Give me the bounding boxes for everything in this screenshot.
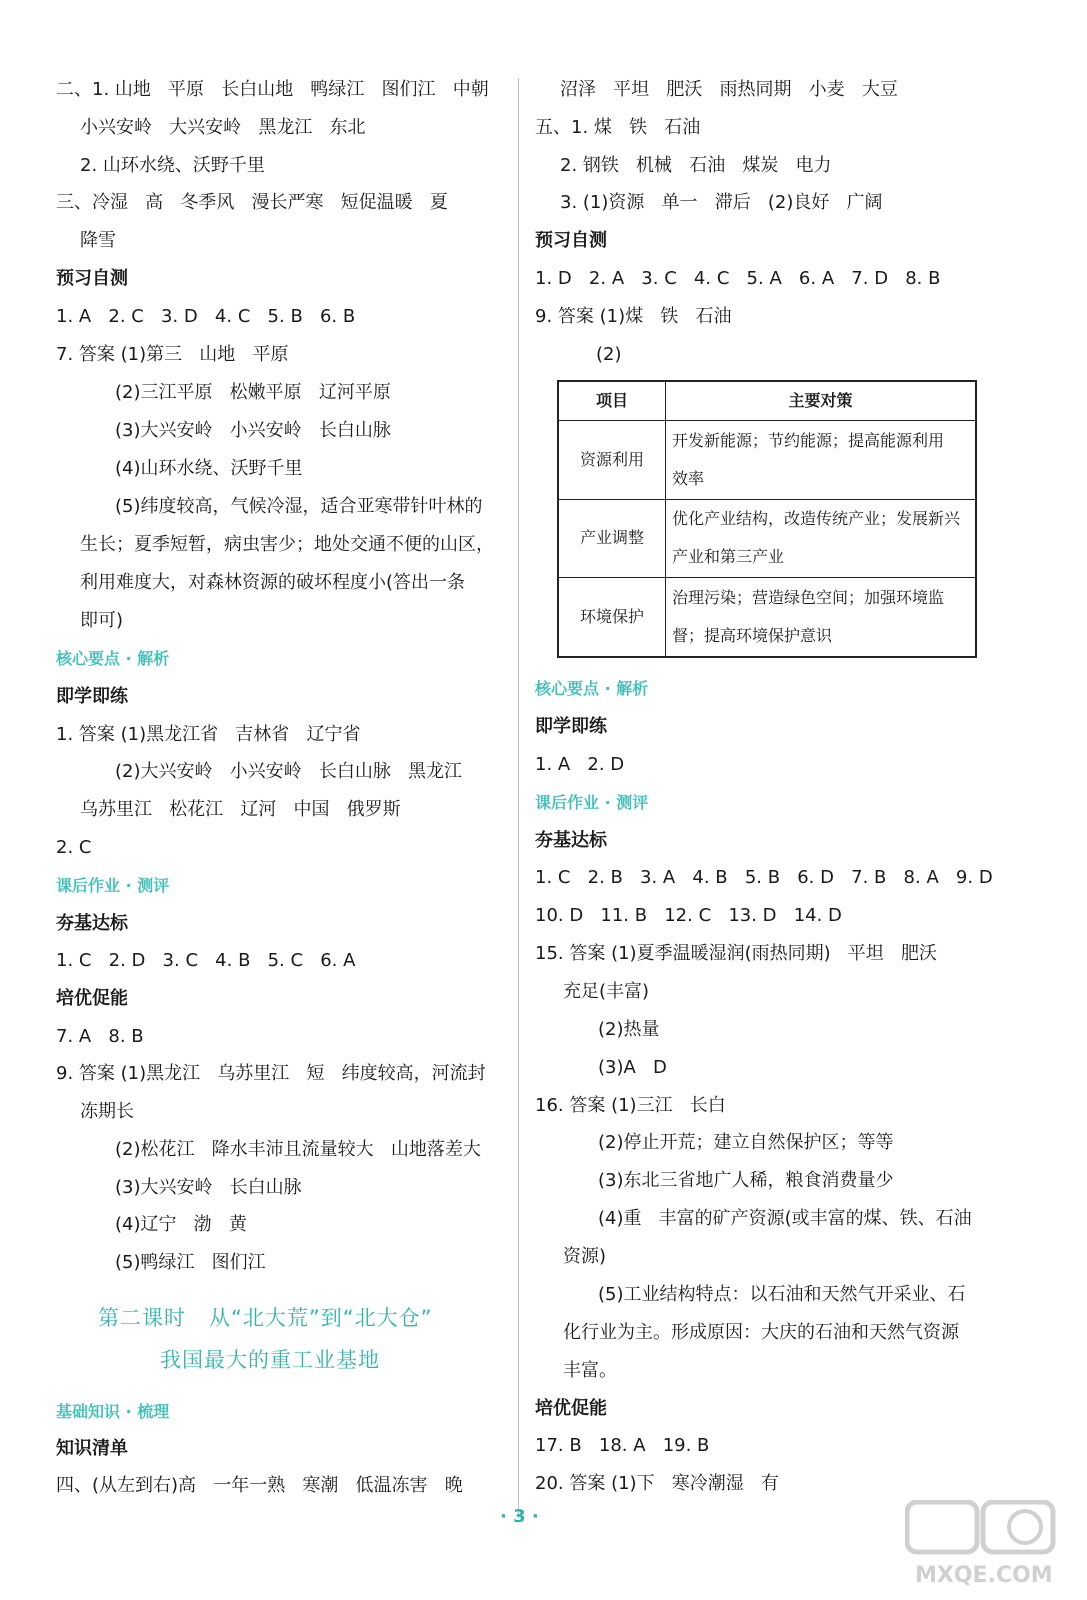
answer-line: 16. 答案 (1)三江 长白: [535, 1095, 726, 1116]
answer-line: (3)大兴安岭 小兴安岭 长白山脉: [115, 420, 391, 441]
subheading: 预习自测: [535, 230, 607, 251]
column-divider: [518, 78, 519, 1518]
answer-line: 1. A 2. D: [535, 754, 625, 775]
answer-line: (3)东北三省地广人稀，粮食消费量少: [598, 1170, 894, 1191]
answer-line: 20. 答案 (1)下 寒冷潮湿 有: [535, 1473, 779, 1494]
answer-line: 1. 答案 (1)黑龙江省 吉林省 辽宁省: [56, 724, 361, 745]
table-cell: 产业调整: [558, 499, 666, 578]
answer-line: 化行业为主。形成原因：大庆的石油和天然气资源: [563, 1322, 959, 1343]
answer-line: 冻期长: [80, 1101, 134, 1122]
answer-line: 资源): [563, 1246, 607, 1267]
answer-line: 四、(从左到右)高 一年一熟 寒潮 低温冻害 晚: [56, 1475, 463, 1496]
answer-line: 1. C 2. B 3. A 4. B 5. B 6. D 7. B 8. A 9. D: [535, 867, 993, 888]
cell-text: 产业和第三产业: [672, 547, 785, 567]
subheading: 培优促能: [535, 1398, 607, 1419]
table-cell: [666, 499, 977, 578]
answer-line: 沼泽 平坦 肥沃 雨热同期 小麦 大豆: [560, 79, 898, 100]
table-row: [558, 421, 976, 500]
cell-text: 优化产业结构，改造传统产业；发展新兴: [672, 509, 961, 529]
svg-text:MXQE.COM: MXQE.COM: [915, 1563, 1053, 1588]
answer-line: 2. 山环水绕、沃野千里: [80, 155, 265, 176]
answer-line: 7. 答案 (1)第三 山地 平原: [56, 344, 289, 365]
lesson-title: 第二课时 从“北大荒”到“北大仓”: [98, 1306, 433, 1330]
answer-line: (4)山环水绕、沃野千里: [115, 458, 303, 479]
answer-line: 降雪: [80, 230, 116, 251]
table-cell: 环境保护: [558, 578, 666, 657]
table-header: 项目: [558, 381, 666, 421]
countermeasure-table: [557, 380, 977, 658]
answer-line: 丰富。: [563, 1360, 617, 1381]
cell-text: 开发新能源；节约能源；提高能源利用: [672, 430, 945, 450]
answer-line: (2)三江平原 松嫩平原 辽河平原: [115, 382, 391, 403]
answer-line: (3)A D: [598, 1057, 667, 1078]
answer-line: 15. 答案 (1)夏季温暖湿润(雨热同期) 平坦 肥沃: [535, 943, 937, 964]
watermark-logo: [905, 1500, 1065, 1590]
section-label: 基础知识 · 梳理: [56, 1402, 170, 1421]
table-cell: [666, 578, 977, 657]
answer-line: (4)重 丰富的矿产资源(或丰富的煤、铁、石油: [598, 1208, 972, 1229]
answer-line: 二、1. 山地 平原 长白山地 鸭绿江 图们江 中朝: [56, 79, 489, 100]
cell-text: 督；提高环境保护意识: [672, 626, 833, 646]
lesson-subtitle: 我国最大的重工业基地: [160, 1348, 380, 1372]
subheading: 培优促能: [56, 988, 128, 1009]
cell-text: 治理污染；营造绿色空间；加强环境监: [672, 588, 945, 608]
answer-line: 9. 答案 (1)煤 铁 石油: [535, 306, 732, 327]
answer-line: 1. D 2. A 3. C 4. C 5. A 6. A 7. D 8. B: [535, 268, 941, 289]
answer-line: 9. 答案 (1)黑龙江 乌苏里江 短 纬度较高，河流封: [56, 1063, 486, 1084]
subheading: 即学即练: [535, 716, 607, 737]
answer-line: 即可): [80, 610, 124, 631]
answer-line: 2. 钢铁 机械 石油 煤炭 电力: [560, 155, 832, 176]
table-row: [558, 578, 976, 657]
subheading: 知识清单: [56, 1438, 128, 1459]
subheading: 即学即练: [56, 686, 128, 707]
section-label: 核心要点 · 解析: [56, 649, 170, 668]
answer-line: (5)纬度较高，气候冷湿，适合亚寒带针叶林的: [115, 496, 483, 517]
answer-line: 2. C: [56, 837, 92, 858]
section-label: 课后作业 · 测评: [56, 876, 170, 895]
answer-line: 7. A 8. B: [56, 1026, 144, 1047]
answer-line: 1. C 2. D 3. C 4. B 5. C 6. A: [56, 950, 356, 971]
table-cell: [666, 421, 977, 500]
answer-line: 乌苏里江 松花江 辽河 中国 俄罗斯: [80, 799, 401, 820]
subheading: 预习自测: [56, 268, 128, 289]
cell-text: 效率: [672, 468, 705, 488]
answer-line: (5)工业结构特点：以石油和天然气开采业、石: [598, 1284, 966, 1305]
subheading: 夯基达标: [535, 830, 607, 851]
table-header-row: [558, 381, 976, 421]
table-cell: 资源利用: [558, 421, 666, 500]
answer-line: (2)停止开荒；建立自然保护区；等等: [598, 1132, 894, 1153]
table-header: 主要对策: [666, 381, 977, 421]
table-row: [558, 499, 976, 578]
page-number: · 3 ·: [500, 1506, 539, 1527]
answer-line: 1. A 2. C 3. D 4. C 5. B 6. B: [56, 306, 356, 327]
answer-line: 10. D 11. B 12. C 13. D 14. D: [535, 905, 842, 926]
answer-line: 生长；夏季短暂，病虫害少；地处交通不便的山区，: [80, 534, 494, 555]
answer-line: 利用难度大，对森林资源的破坏程度小(答出一条: [80, 572, 466, 593]
answer-line: (2)松花江 降水丰沛且流量较大 山地落差大: [115, 1139, 481, 1160]
section-label: 核心要点 · 解析: [535, 679, 649, 698]
section-label: 课后作业 · 测评: [535, 793, 649, 812]
answer-line: (5)鸭绿江 图们江: [115, 1252, 266, 1273]
answer-line: (3)大兴安岭 长白山脉: [115, 1177, 302, 1198]
answer-line: 17. B 18. A 19. B: [535, 1435, 710, 1456]
answer-line: (4)辽宁 渤 黄: [115, 1214, 247, 1235]
answer-line: (2)大兴安岭 小兴安岭 长白山脉 黑龙江: [115, 761, 462, 782]
answer-line: 五、1. 煤 铁 石油: [535, 117, 701, 138]
answer-line: 小兴安岭 大兴安岭 黑龙江 东北: [80, 117, 366, 138]
answer-line: (2): [596, 344, 622, 365]
answer-line: 三、冷湿 高 冬季风 漫长严寒 短促温暖 夏: [56, 192, 448, 213]
subheading: 夯基达标: [56, 913, 128, 934]
answer-line: 3. (1)资源 单一 滞后 (2)良好 广阔: [560, 192, 883, 213]
answer-line: 充足(丰富): [563, 981, 650, 1002]
answer-line: (2)热量: [598, 1019, 660, 1040]
